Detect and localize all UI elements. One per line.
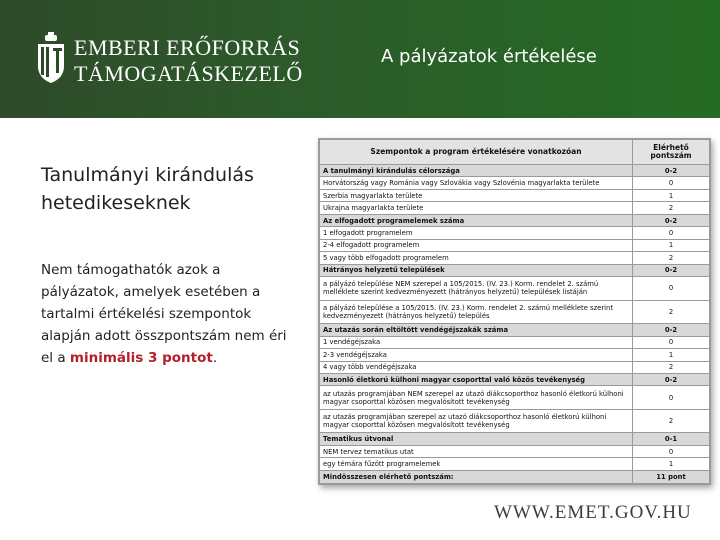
criterion-label: 2-4 elfogadott programelem: [320, 239, 633, 251]
criterion-label: Horvátország vagy Románia vagy Szlovákia vagy Szlovénia magyarlakta területe: [320, 177, 633, 189]
coat-of-arms-logo: [36, 32, 66, 84]
criterion-label: a pályázó települése a 105/2015. (IV. 23.) Korm. rendelet 2. számú melléklete szerint kedvezményezett (hátrányos helyzetű) település: [320, 300, 633, 324]
eligibility-note-end: .: [212, 350, 218, 366]
criterion-label: egy témára fűzött programelemek: [320, 458, 633, 471]
eligibility-note-text: Nem támogathatók azok a pályázatok, amelyek esetében a tartalmi értékelési szempontok alapján adott összpontszám nem éri el a: [41, 262, 287, 366]
criterion-label: Hasonló életkorú külhoni magyar csoporttal való közös tevékenység: [320, 373, 633, 385]
criterion-label: Tematikus útvonal: [320, 433, 633, 445]
criterion-points: 0: [633, 445, 710, 457]
criterion-label: az utazás programjában NEM szerepel az utazó diákcsoporthoz hasonló életkorú külhoni magyar csoporttal közösen megvalósított tevékenység: [320, 386, 633, 410]
website-url: WWW.EMET.GOV.HU: [494, 502, 692, 523]
criteria-column-header: Szempontok a program értékelésére vonatkozóan: [320, 140, 633, 165]
table-section-row: [320, 214, 710, 226]
criterion-points: 0-1: [633, 433, 710, 445]
criterion-points: 0: [633, 227, 710, 239]
criterion-label: 1 elfogadott programelem: [320, 227, 633, 239]
header-banner: [0, 0, 720, 118]
criterion-label: 4 vagy több vendégéjszaka: [320, 361, 633, 373]
table-section-row: [320, 324, 710, 336]
table-section-row: [320, 165, 710, 177]
minimum-score-highlight: minimális 3 pontot: [69, 350, 213, 366]
table-row: [320, 277, 710, 301]
criterion-points: 2: [633, 361, 710, 373]
evaluation-criteria-table: [318, 138, 711, 485]
criterion-label: Az elfogadott programelemek száma: [320, 214, 633, 226]
table-row: [320, 386, 710, 410]
table-row: [320, 252, 710, 264]
criterion-points: 0-2: [633, 214, 710, 226]
organization-name-line2: TÁMOGATÁSKEZELŐ: [74, 61, 303, 86]
table-row: [320, 445, 710, 457]
criterion-points: 2: [633, 409, 710, 433]
criterion-label: 1 vendégéjszaka: [320, 336, 633, 348]
criterion-label: NEM tervez tematikus utat: [320, 445, 633, 457]
criterion-points: 0-2: [633, 264, 710, 276]
criterion-points: 0: [633, 386, 710, 410]
criterion-points: 2: [633, 202, 710, 214]
total-label: Mindösszesen elérhető pontszám:: [320, 471, 633, 484]
criterion-label: Ukrajna magyarlakta területe: [320, 202, 633, 214]
table-row: [320, 202, 710, 214]
total-points: 11 pont: [633, 471, 710, 484]
criterion-points: 2: [633, 252, 710, 264]
criterion-points: 0: [633, 277, 710, 301]
criterion-label: az utazás programjában szerepel az utazó diákcsoporthoz hasonló életkorú külhoni magyar csoporttal közösen megvalósított tevékenység: [320, 409, 633, 433]
criterion-points: 1: [633, 239, 710, 251]
table-row: [320, 189, 710, 201]
table-section-row: [320, 264, 710, 276]
organization-name-line1: EMBERI ERŐFORRÁS: [74, 35, 301, 60]
table-section-row: [320, 433, 710, 445]
table-header-row: [320, 140, 710, 165]
criterion-points: 0: [633, 336, 710, 348]
table-row: [320, 458, 710, 471]
table-row: [320, 361, 710, 373]
criterion-points: 1: [633, 349, 710, 361]
table-row: [320, 409, 710, 433]
criterion-label: Az utazás során eltöltött vendégéjszakák száma: [320, 324, 633, 336]
criterion-points: 1: [633, 189, 710, 201]
criterion-points: 0-2: [633, 373, 710, 385]
criterion-points: 0: [633, 177, 710, 189]
table-row: [320, 177, 710, 189]
table-row: [320, 336, 710, 348]
criterion-label: A tanulmányi kirándulás célországa: [320, 165, 633, 177]
criterion-label: Szerbia magyarlakta területe: [320, 189, 633, 201]
eligibility-note: [41, 259, 301, 369]
total-row: [320, 471, 710, 484]
table-row: [320, 239, 710, 251]
criterion-points: 2: [633, 300, 710, 324]
table-row: [320, 349, 710, 361]
criterion-label: 2-3 vendégéjszaka: [320, 349, 633, 361]
section-title: Tanulmányi kirándulás hetedikeseknek: [41, 164, 254, 214]
table-section-row: [320, 373, 710, 385]
points-column-header: Elérhető pontszám: [633, 140, 710, 165]
organization-name: [74, 35, 303, 87]
slide-title: A pályázatok értékelése: [381, 46, 597, 67]
criterion-label: Hátrányos helyzetű települések: [320, 264, 633, 276]
criterion-label: 5 vagy több elfogadott programelem: [320, 252, 633, 264]
table-row: [320, 300, 710, 324]
criterion-label: a pályázó települése NEM szerepel a 105/2015. (IV. 23.) Korm. rendelet 2. számú melléklete szerint kedvezményezett (hátrányos helyzetű) települések listáján: [320, 277, 633, 301]
criterion-points: 0-2: [633, 324, 710, 336]
criterion-points: 1: [633, 458, 710, 471]
criterion-points: 0-2: [633, 165, 710, 177]
table-row: [320, 227, 710, 239]
